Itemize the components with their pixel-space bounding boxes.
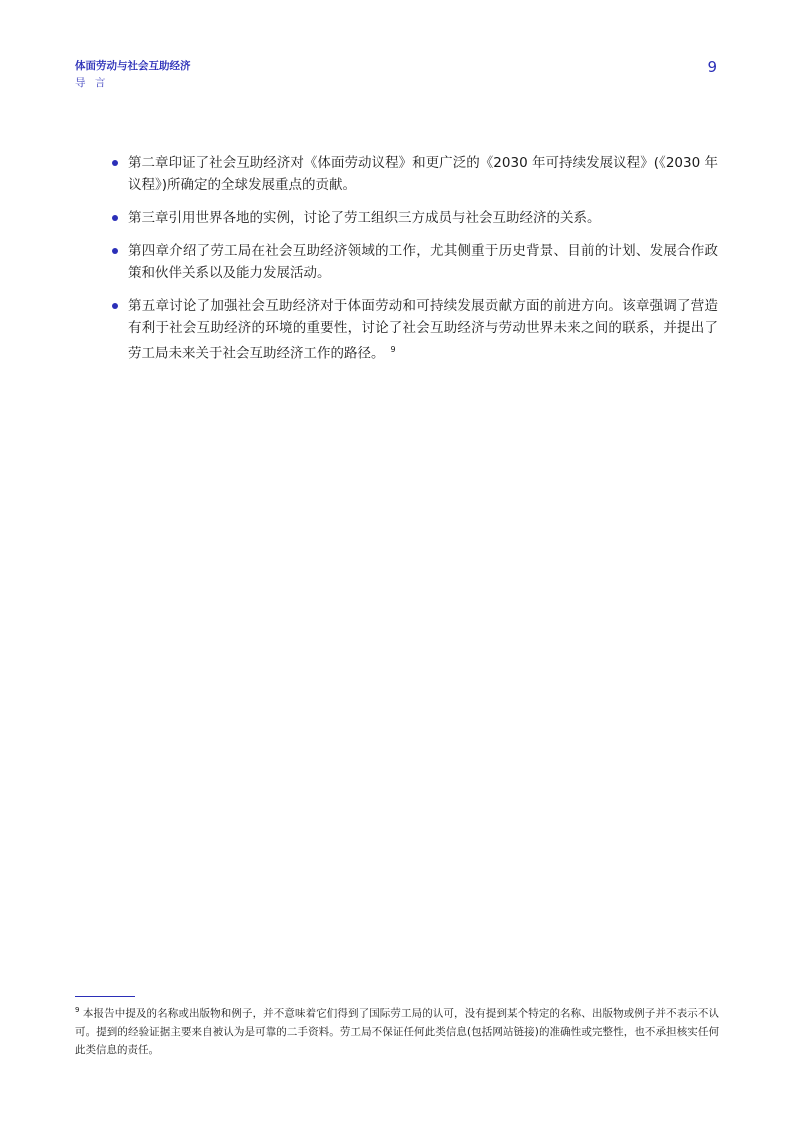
section-name: 导 言	[75, 77, 109, 89]
document-title: 体面劳动与社会互助经济	[75, 60, 191, 72]
footnote	[75, 1001, 719, 1059]
footnote-divider	[75, 996, 135, 997]
list-item	[112, 152, 718, 196]
list-item-text: 第二章印证了社会互助经济对《体面劳动议程》和更广泛的《2030 年可持续发展议程》(《2030 年议程》)所确定的全球发展重点的贡献。	[128, 155, 718, 193]
footnote-reference[interactable]: 9	[390, 345, 396, 354]
running-header	[75, 59, 191, 90]
list-item	[112, 295, 718, 365]
page-number: 9	[707, 58, 717, 76]
list-item-text: 第五章讨论了加强社会互助经济对于体面劳动和可持续发展贡献方面的前进方向。该章强调了营造有利于社会互助经济的环境的重要性，讨论了社会互助经济与劳动世界未来之间的联系，并提出了劳工局未来关于社会互助经济工作的路径。	[128, 298, 718, 362]
bullet-icon	[112, 160, 118, 166]
footnote-text: 本报告中提及的名称或出版物和例子，并不意味着它们得到了国际劳工局的认可，没有提到某个特定的名称、出版物或例子并不表示不认可。提到的经验证据主要来自被认为是可靠的二手资料。劳工局不保证任何此类信息(包括网站链接)的准确性或完整性，也不承担核实任何此类信息的责任。	[75, 1007, 720, 1056]
list-item-text: 第三章引用世界各地的实例，讨论了劳工组织三方成员与社会互助经济的关系。	[128, 210, 601, 226]
bullet-icon	[112, 303, 118, 309]
list-item	[112, 240, 718, 284]
chapter-summary-list	[112, 152, 718, 376]
list-item	[112, 207, 718, 229]
bullet-icon	[112, 215, 118, 221]
bullet-icon	[112, 248, 118, 254]
footnote-number: 9	[75, 1006, 80, 1014]
list-item-text: 第四章介绍了劳工局在社会互助经济领域的工作，尤其侧重于历史背景、目前的计划、发展合作政策和伙伴关系以及能力发展活动。	[128, 243, 718, 281]
